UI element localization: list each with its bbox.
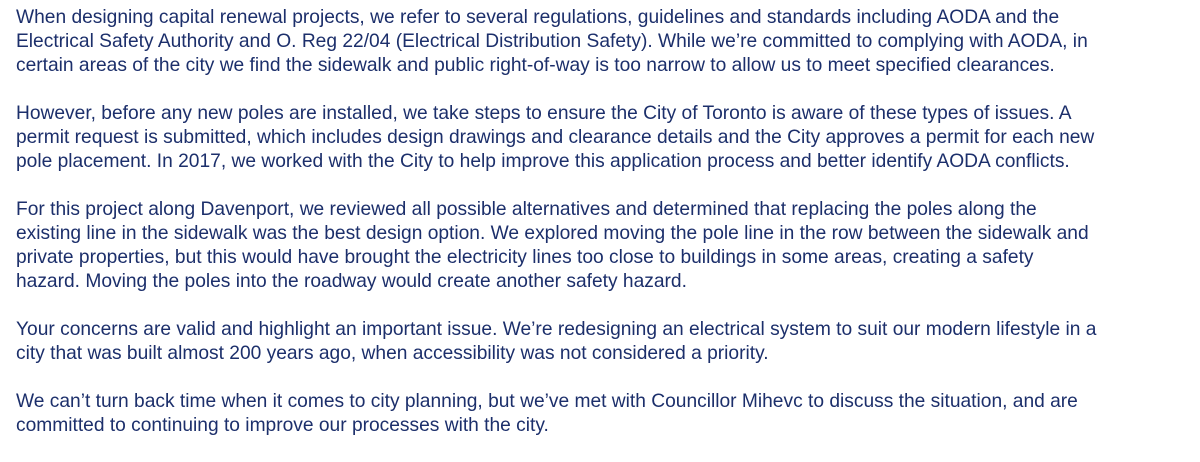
text-line: hazard. Moving the poles into the roadway would create another safety hazard. [16,271,687,292]
paragraph-design-regulations [16,6,1200,78]
text-line: For this project along Davenport, we reviewed all possible alternatives and determined that replacing the poles along the [16,199,1037,220]
paragraph-concerns-valid [16,318,1200,366]
paragraph-city-planning [16,390,1200,438]
paragraph-permit-process [16,102,1200,174]
text-line: When designing capital renewal projects, we refer to several regulations, guidelines and standards including AODA and the [16,7,1060,28]
text-line: city that was built almost 200 years ago, when accessibility was not considered a priority. [16,343,769,364]
text-line: Your concerns are valid and highlight an important issue. We’re redesigning an electrical system to suit our modern lifestyle in a [16,319,1097,340]
text-line: pole placement. In 2017, we worked with the City to help improve this application process and better identify AODA conflicts. [16,151,1070,172]
text-line: We can’t turn back time when it comes to city planning, but we’ve met with Councillor Mihevc to discuss the situation, and are [16,391,1078,412]
text-line: certain areas of the city we find the sidewalk and public right-of-way is too narrow to allow us to meet specified clearances. [16,55,1055,76]
text-line: private properties, but this would have brought the electricity lines too close to buildings in some areas, creating a safety [16,247,1034,268]
paragraph-davenport-project [16,198,1200,294]
letter-body [16,6,1200,462]
text-line: However, before any new poles are installed, we take steps to ensure the City of Toronto is aware of these types of issues. A [16,103,1072,124]
text-line: committed to continuing to improve our processes with the city. [16,415,549,436]
text-line: permit request is submitted, which includes design drawings and clearance details and the City approves a permit for each new [16,127,1095,148]
text-line: existing line in the sidewalk was the best design option. We explored moving the pole line in the row between the sidewalk and [16,223,1089,244]
text-line: Electrical Safety Authority and O. Reg 22/04 (Electrical Distribution Safety). While we’re committed to complying with AODA, in [16,31,1088,52]
